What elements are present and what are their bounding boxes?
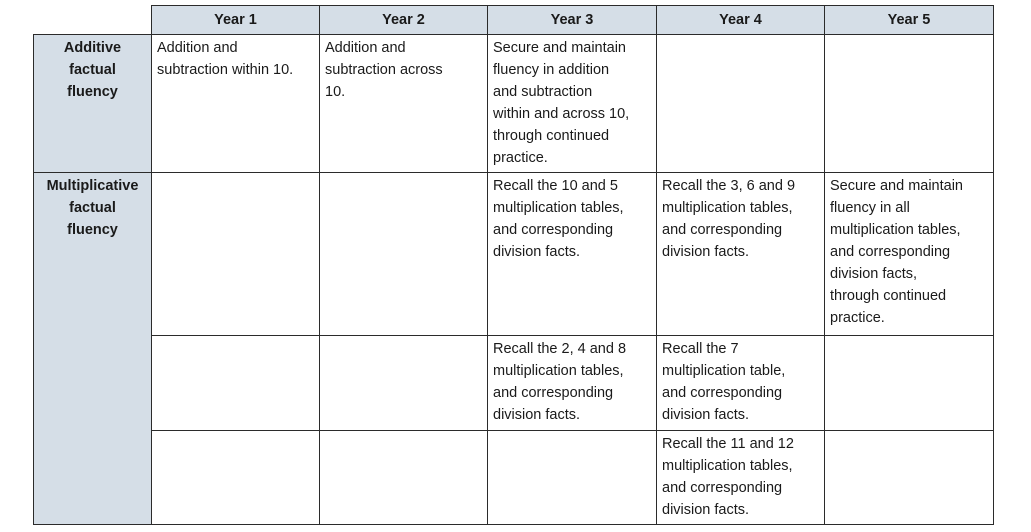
cell-mult3-year-1: [152, 431, 320, 525]
cell-mult1-year-4: Recall the 3, 6 and 9 multiplication tables, and corresponding division facts.: [657, 173, 825, 336]
cell-additive-year-4: [657, 35, 825, 173]
fluency-table: [33, 5, 994, 525]
header-year-5: Year 5: [825, 6, 994, 35]
cell-additive-year-2: Addition and subtraction across 10.: [320, 35, 488, 173]
cell-additive-year-3: Secure and maintain fluency in addition and subtraction within and across 10, through continued practice.: [488, 35, 657, 173]
row-header-multiplicative: Multiplicative factual fluency: [34, 173, 152, 525]
header-year-4: Year 4: [657, 6, 825, 35]
cell-mult2-year-5: [825, 336, 994, 431]
cell-mult3-year-4: Recall the 11 and 12 multiplication tables, and corresponding division facts.: [657, 431, 825, 525]
table-row-multiplicative-1: [34, 173, 994, 336]
cell-mult1-year-1: [152, 173, 320, 336]
cell-mult3-year-5: [825, 431, 994, 525]
cell-mult2-year-2: [320, 336, 488, 431]
cell-mult1-year-2: [320, 173, 488, 336]
cell-mult2-year-4: Recall the 7 multiplication table, and corresponding division facts.: [657, 336, 825, 431]
header-year-2: Year 2: [320, 6, 488, 35]
cell-mult3-year-2: [320, 431, 488, 525]
header-year-1: Year 1: [152, 6, 320, 35]
cell-mult2-year-3: Recall the 2, 4 and 8 multiplication tables, and corresponding division facts.: [488, 336, 657, 431]
table-row-additive: [34, 35, 994, 173]
table-row-multiplicative-3: [34, 431, 994, 525]
cell-mult3-year-3: [488, 431, 657, 525]
table-row-multiplicative-2: [34, 336, 994, 431]
cell-mult1-year-5: Secure and maintain fluency in all multiplication tables, and corresponding division facts, through continued practice.: [825, 173, 994, 336]
cell-mult2-year-1: [152, 336, 320, 431]
cell-mult1-year-3: Recall the 10 and 5 multiplication tables, and corresponding division facts.: [488, 173, 657, 336]
corner-cell: [34, 6, 152, 35]
header-year-3: Year 3: [488, 6, 657, 35]
header-row: [34, 6, 994, 35]
cell-additive-year-5: [825, 35, 994, 173]
cell-additive-year-1: Addition and subtraction within 10.: [152, 35, 320, 173]
row-header-additive: Additive factual fluency: [34, 35, 152, 173]
